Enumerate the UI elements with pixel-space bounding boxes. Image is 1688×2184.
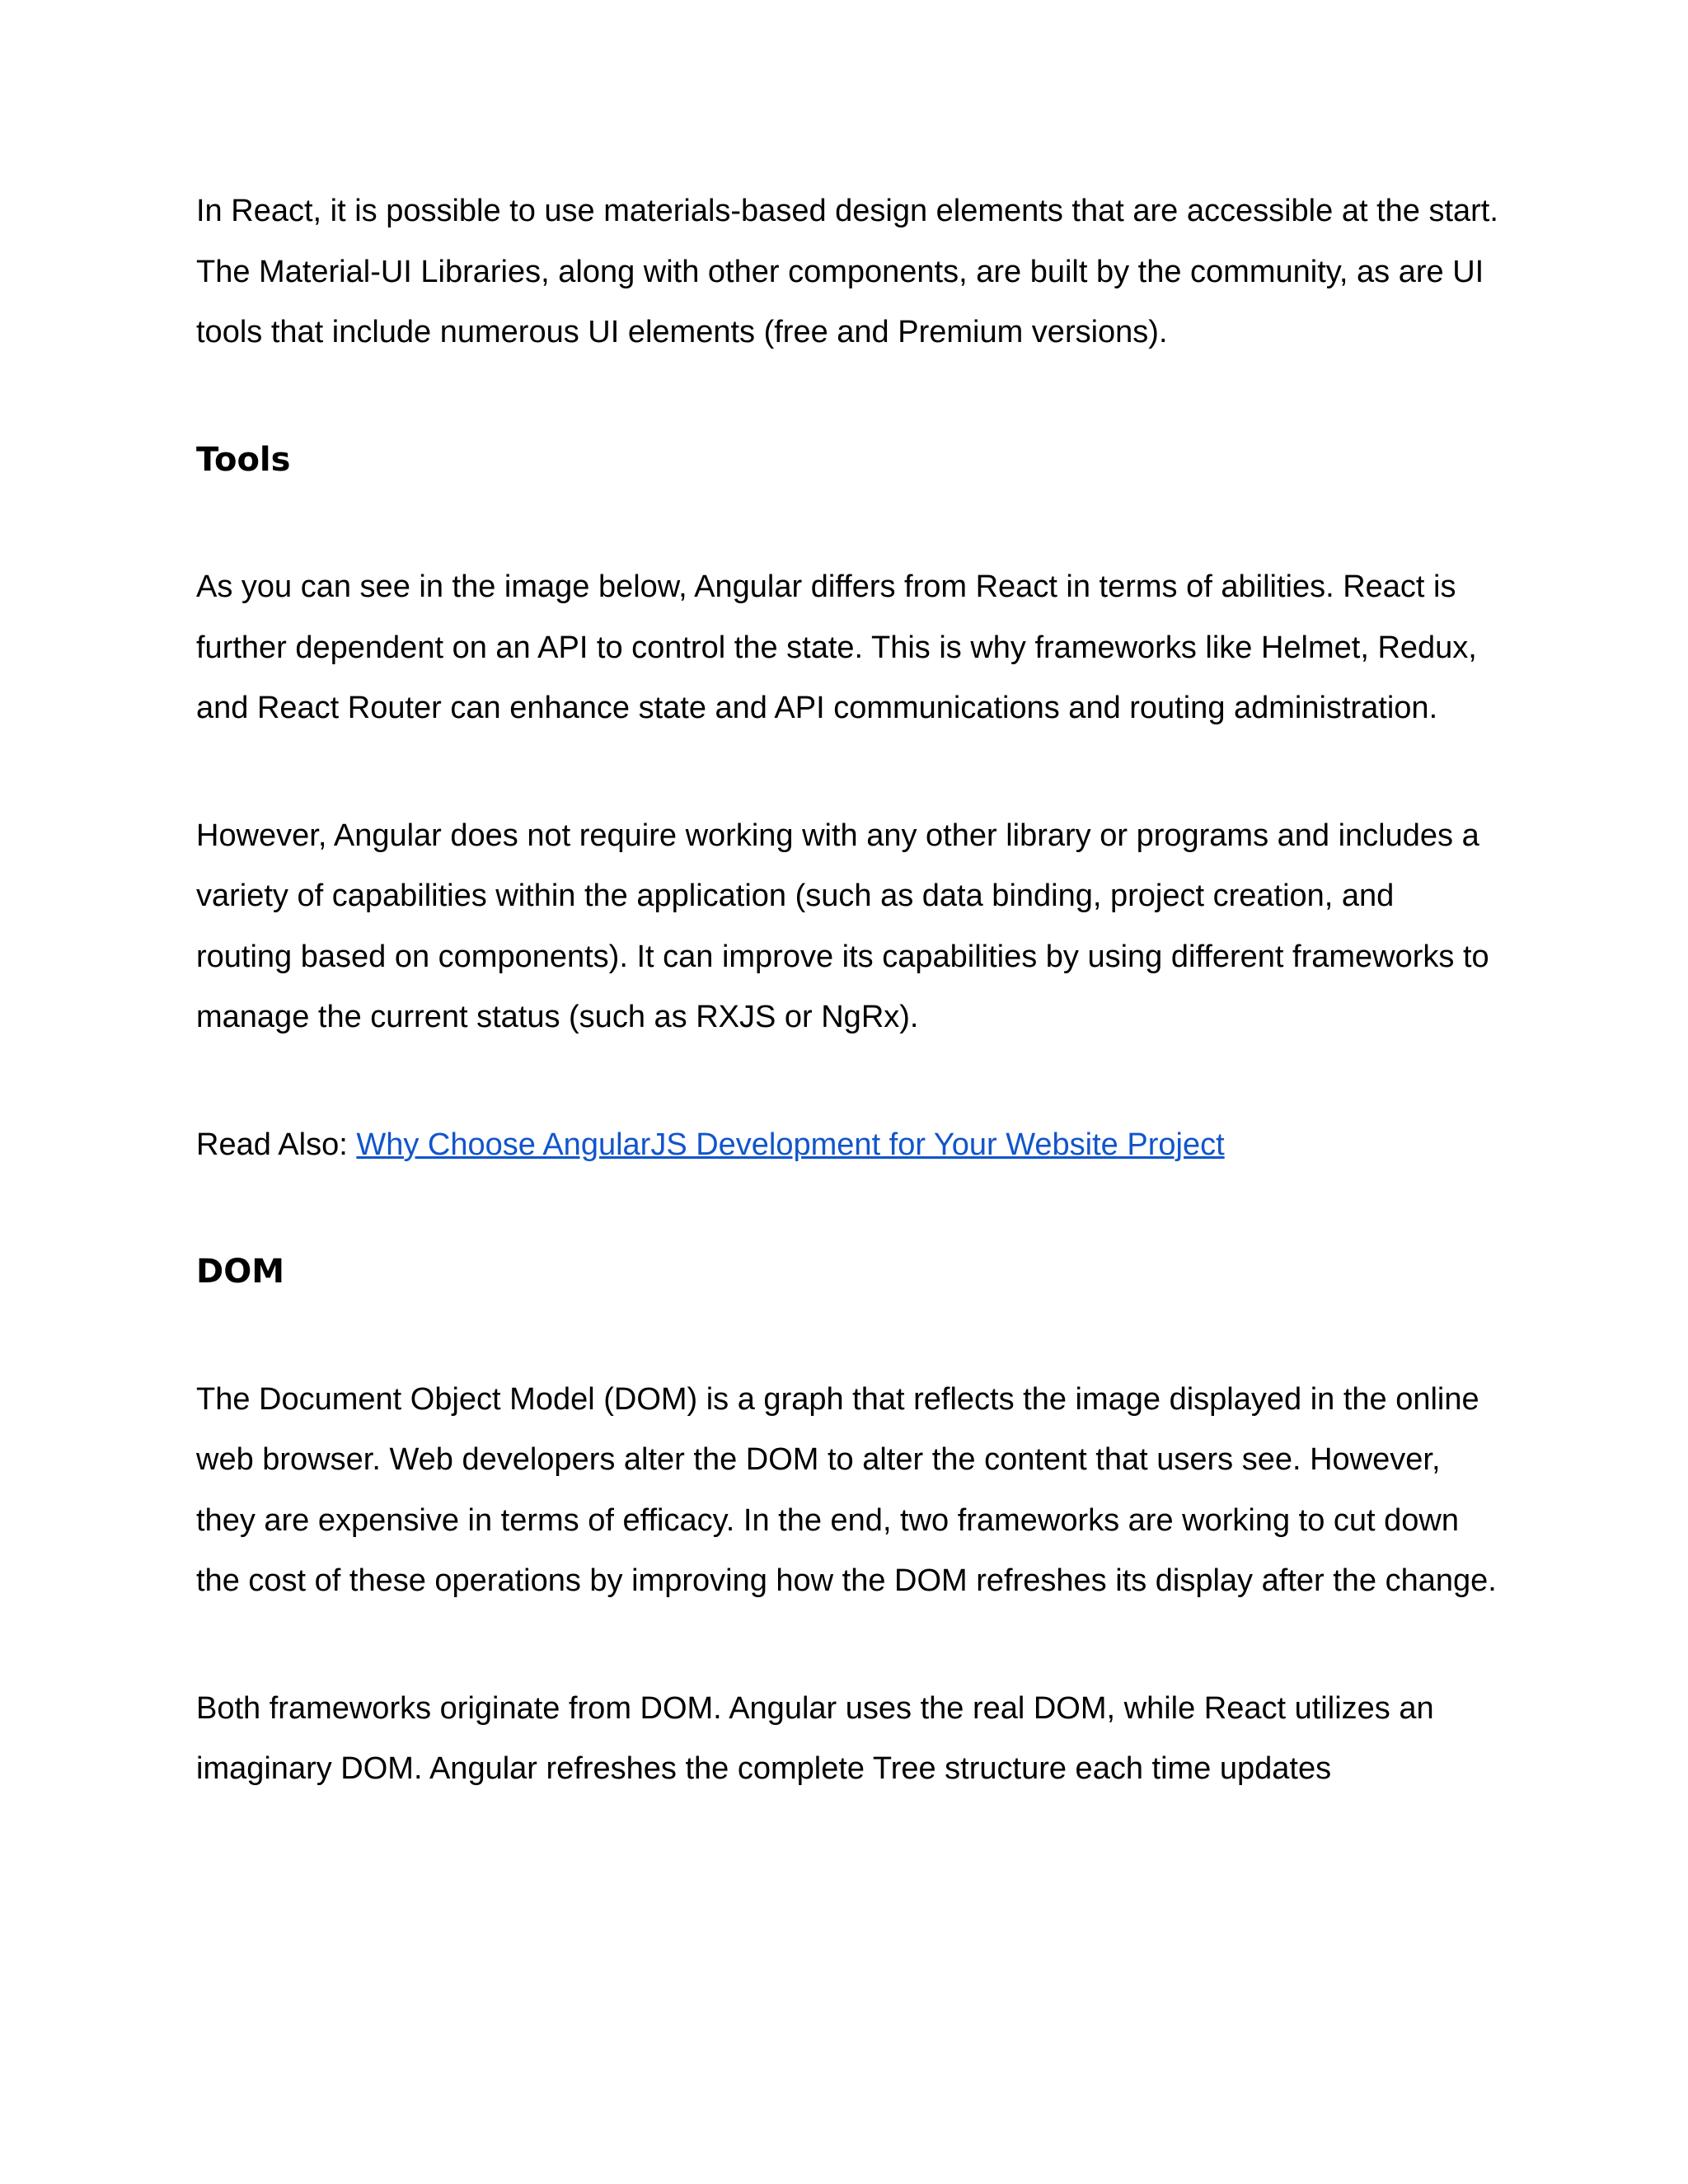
paragraph-dom-comparison: Both frameworks originate from DOM. Angular uses the real DOM, while React utilizes an imaginary DOM. Angular refreshes the complete Tree structure each time updates: [196, 1690, 1434, 1786]
paragraph-material-ui: In React, it is possible to use materials-based design elements that are accessible at the start. The Material-UI Libraries, along with other components, are built by the community, as are UI tools that include numerous UI elements (free and Premium versions).: [196, 194, 1498, 349]
paragraph-tools-react: As you can see in the image below, Angular differs from React in terms of abilities. React is further dependent on an API to control the state. This is why frameworks like Helmet, Redux, and React Router can enhance state and API communications and routing administration.: [196, 569, 1477, 725]
heading-tools: Tools: [196, 440, 291, 479]
read-also-line: [196, 1115, 1498, 1176]
heading-dom: DOM: [196, 1253, 285, 1291]
document-page: [196, 181, 1498, 1800]
paragraph-dom-definition: The Document Object Model (DOM) is a graph that reflects the image displayed in the online web browser. Web developers alter the DOM to alter the content that users see. However, they are expensive in terms of efficacy. In the end, two frameworks are working to cut down the cost of these operations by improving how the DOM refreshes its display after the change.: [196, 1381, 1497, 1598]
read-also-label: Read Also:: [196, 1127, 357, 1162]
paragraph-tools-angular: However, Angular does not require working with any other library or programs and includes a variety of capabilities within the application (such as data binding, project creation, and routing based on components). It can improve its capabilities by using different frameworks to manage the current status (such as RXJS or NgRx).: [196, 818, 1489, 1034]
read-also-link[interactable]: Why Choose AngularJS Development for Your Website Project: [356, 1127, 1225, 1162]
